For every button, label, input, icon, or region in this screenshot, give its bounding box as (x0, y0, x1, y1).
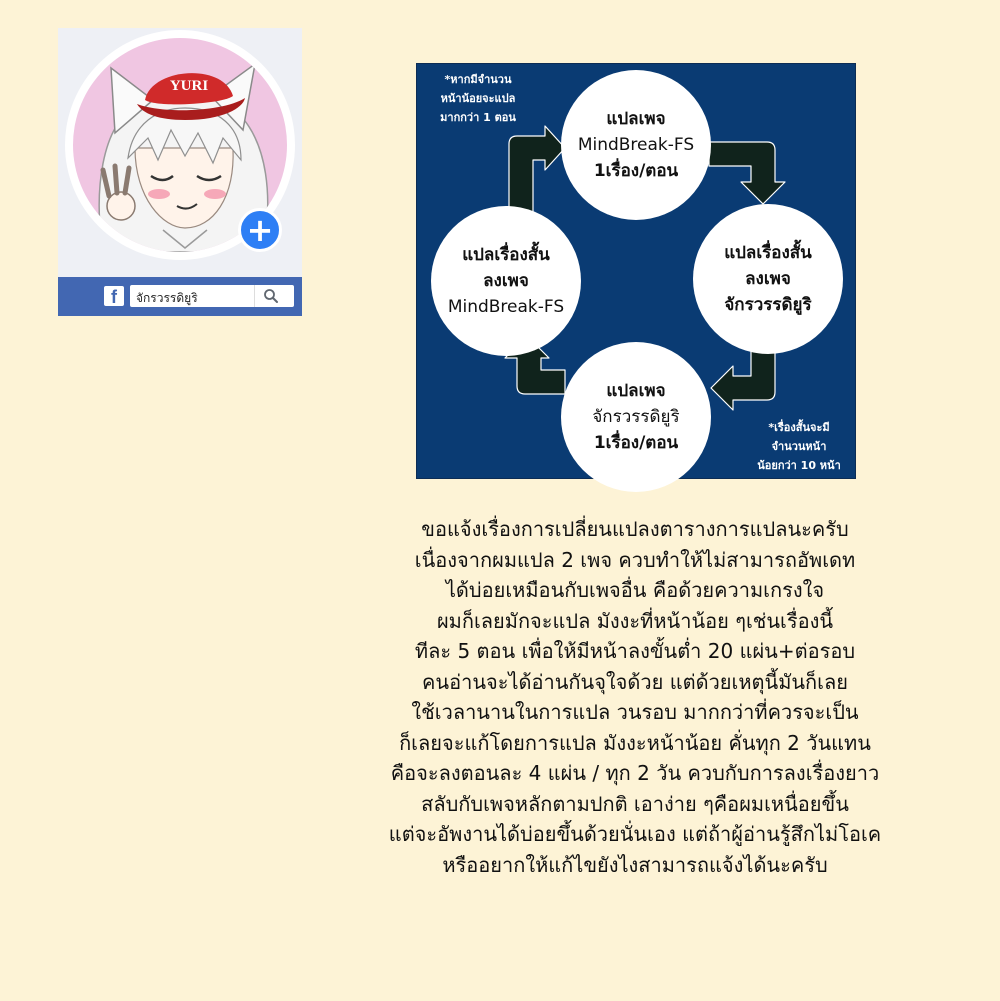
note-line: จำนวนหน้า (771, 440, 827, 453)
node-line: ลงเพจ (483, 271, 529, 291)
cap-text: YURI (169, 78, 209, 94)
note-line: *หากมีจำนวน (444, 73, 512, 86)
plus-icon: + (246, 211, 274, 249)
node-title: แปลเรื่องสั้น (724, 243, 812, 263)
node-left (431, 206, 581, 356)
search-input[interactable] (130, 285, 294, 307)
announcement-line: ใช้เวลานานในการแปล วนรอบ มากกว่าที่ควรจะเป็น (411, 700, 859, 724)
translation-cycle-diagram (416, 63, 856, 479)
announcement-line: ผมก็เลยมักจะแปล มังงะที่หน้าน้อย ๆเช่นเรื่องนี้ (436, 608, 834, 633)
add-photo-button[interactable] (238, 208, 282, 252)
node-top (561, 70, 711, 220)
node-line: ลงเพจ (745, 269, 791, 289)
search-divider (254, 285, 255, 307)
note-line: มากกว่า 1 ตอน (440, 111, 516, 124)
search-icon[interactable] (263, 288, 279, 304)
announcement-line: ก็เลยจะแก้โดยการแปล มังงะหน้าน้อย คั่นทุก 2 วันแทน (399, 730, 871, 755)
search-value: จักรวรรดิยูริ (136, 291, 198, 305)
announcement-line: คือจะลงตอนละ 4 แผ่น / ทุก 2 วัน ควบกับการลงเรื่องยาว (390, 761, 880, 785)
node-bottom (561, 342, 711, 492)
announcement-line: เนื่องจากผมแปล 2 เพจ ควบทำให้ไม่สามารถอัพเดท (414, 547, 856, 572)
top-left-note (423, 70, 533, 127)
node-line: จักรวรรดิยูริ (592, 407, 680, 427)
announcement-line: ได้บ่อยเหมือนกับเพจอื่น คือด้วยความเกรงใจ (445, 578, 825, 602)
note-line: น้อยกว่า 10 หน้า (757, 459, 841, 472)
announcement-line: ทีละ 5 ตอน เพื่อให้มีหน้าลงขั้นต่ำ 20 แผ่น+ต่อรอบ (414, 639, 856, 663)
node-line: MindBreak-FS (447, 297, 565, 317)
node-title: แปลเพจ (606, 381, 666, 401)
profile-card (58, 28, 302, 316)
node-line: จักรวรรดิยูริ (724, 295, 812, 315)
note-line: *เรื่องสั้นจะมี (768, 421, 830, 434)
announcement-line: คนอ่านจะได้อ่านกันจุใจด้วย แต่ด้วยเหตุนี้มันก็เลย (422, 669, 848, 694)
node-title: แปลเรื่องสั้น (462, 245, 550, 265)
note-line: หน้าน้อยจะแปล (440, 92, 516, 105)
arrow-top-to-right (709, 142, 785, 204)
announcement-line: ขอแจ้งเรื่องการเปลี่ยนแปลงตารางการแปลนะครับ (421, 517, 849, 541)
node-title: แปลเพจ (606, 109, 666, 129)
announcement-line: แต่จะอัพงานได้บ่อยขึ้นด้วยนั่นเอง แต่ถ้าผู้อ่านรู้สึกไม่โอเค (388, 822, 882, 846)
node-line: 1เรื่อง/ตอน (593, 161, 679, 181)
bottom-right-note (747, 418, 851, 475)
facebook-icon[interactable]: f (104, 286, 124, 306)
announcement-line: หรืออยากให้แก้ไขยังไงสามารถแจ้งได้นะครับ (442, 852, 828, 877)
announcement-line: สลับกับเพจหลักตามปกติ เอาง่าย ๆคือผมเหนื่อยขึ้น (421, 791, 849, 816)
node-right (693, 204, 843, 354)
facebook-bar (58, 277, 302, 316)
node-line: 1เรื่อง/ตอน (593, 433, 679, 453)
node-line: MindBreak-FS (577, 135, 695, 155)
announcement-text (330, 514, 940, 880)
